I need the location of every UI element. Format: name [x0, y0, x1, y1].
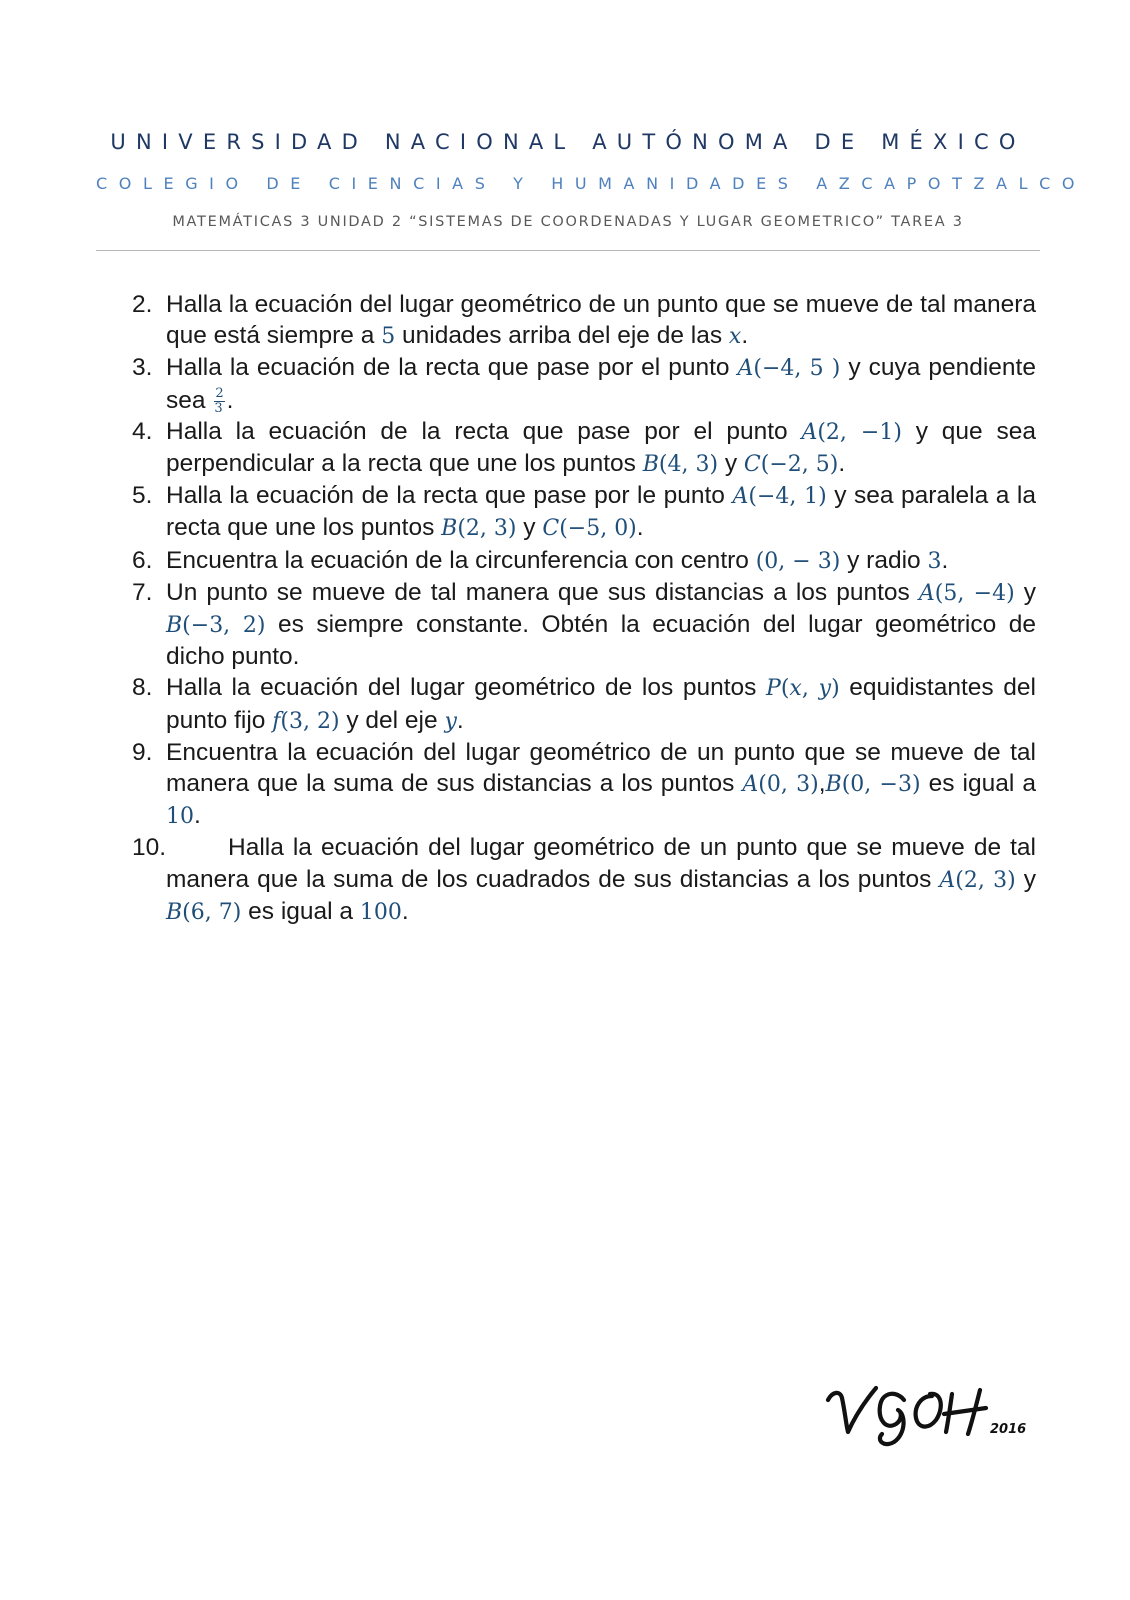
problem-text — [166, 832, 1036, 928]
math-variable: x — [789, 676, 802, 702]
problem-text-segment: . — [741, 322, 749, 350]
problem-text — [166, 577, 1036, 673]
fraction-denominator: 3 — [214, 400, 223, 416]
problem-text-segment: y radio — [840, 546, 928, 574]
math-expression: (0, − 3) — [755, 548, 841, 574]
math-expression: ( — [780, 676, 790, 702]
problem-text-segment: Encuentra la ecuación de la circunferencia con centro — [166, 546, 756, 574]
problem-text — [166, 416, 1036, 480]
math-expression: (−4, 5 ) — [753, 356, 841, 382]
fraction-numerator: 2 — [215, 385, 224, 401]
math-variable: A — [918, 580, 935, 606]
problem-number: 8. — [132, 674, 153, 702]
math-expression: (0, −3) — [841, 772, 921, 798]
math-expression: (2, 3) — [457, 516, 517, 542]
problem-text-segment: . — [941, 546, 949, 574]
problem-item — [132, 545, 1036, 577]
problem-item — [132, 577, 1036, 673]
math-variable: y — [444, 708, 457, 734]
math-expression: (−4, 1) — [748, 484, 827, 510]
math-variable: A — [742, 772, 759, 798]
problem-text-segment: Halla la ecuación de la recta que pase por le punto — [166, 482, 733, 510]
math-expression: 5 — [381, 324, 396, 350]
problem-text-segment: es igual a — [920, 770, 1036, 798]
math-expression: (2, 3) — [955, 867, 1016, 893]
problem-text — [166, 545, 1036, 577]
math-expression: 3 — [927, 548, 942, 574]
problem-text-segment: Halla la ecuación de la recta que pase por el punto — [166, 417, 802, 445]
problem-text-segment: Halla la ecuación de la recta que pase por el punto — [166, 354, 738, 382]
problem-number: 7. — [132, 578, 153, 606]
problem-item — [132, 737, 1036, 833]
math-variable: B — [166, 899, 183, 925]
problem-list — [132, 289, 1036, 928]
problem-text — [166, 289, 1036, 352]
problem-item — [132, 832, 1036, 928]
problem-number: 10. — [132, 834, 167, 862]
signature-year: 2016 — [990, 1422, 1027, 1437]
problem-text-segment: y — [1015, 865, 1036, 893]
math-variable: C — [542, 516, 560, 542]
problem-number: 2. — [132, 291, 153, 318]
math-variable: A — [939, 867, 956, 893]
math-variable: B — [441, 516, 458, 542]
problem-text — [166, 672, 1036, 736]
problem-item — [132, 672, 1036, 736]
fraction — [214, 387, 224, 416]
problem-text-segment: y — [516, 514, 543, 542]
problem-number: 6. — [132, 546, 153, 574]
problem-text-segment: Halla la ecuación del lugar geométrico de un punto que se mueve de tal manera que está siempre a — [166, 291, 1036, 350]
math-variable: P — [766, 676, 781, 702]
problem-text-segment: Encuentra la ecuación del lugar geométrico de un punto que se mueve de tal manera que la suma de sus distancias a los puntos — [166, 738, 1036, 798]
math-variable: A — [737, 356, 754, 382]
problem-text-segment: es siempre constante. Obtén la ecuación del lugar geométrico de dicho punto. — [166, 611, 1036, 671]
math-variable: C — [743, 452, 761, 478]
problem-text-segment: Un punto se mueve de tal manera que sus distancias a los puntos — [166, 578, 919, 606]
problem-item — [132, 416, 1036, 480]
problem-text-segment: . — [636, 514, 644, 542]
math-expression: , — [801, 676, 819, 702]
math-variable: B — [166, 613, 183, 639]
problem-number: 3. — [132, 354, 153, 382]
college-subtitle: COLEGIO DE CIENCIAS Y HUMANIDADES AZCAPOTZALCO — [96, 174, 1087, 193]
problem-item — [132, 289, 1036, 352]
problem-text-segment: . — [838, 450, 846, 478]
problem-number: 5. — [132, 482, 153, 510]
math-variable: B — [642, 452, 659, 478]
problem-text-segment: . — [456, 706, 464, 734]
math-expression: (−3, 2) — [182, 613, 266, 639]
problem-text-segment: y — [718, 450, 744, 478]
math-expression: ) — [831, 676, 840, 702]
assignment-subtitle: MATEMÁTICAS 3 UNIDAD 2 “SISTEMAS DE COORDENADAS Y LUGAR GEOMETRICO” TAREA 3 — [172, 214, 964, 230]
problem-text — [166, 480, 1036, 544]
math-variable: f — [272, 708, 281, 734]
problem-text-segment: . — [401, 897, 409, 925]
problem-number: 4. — [132, 417, 153, 445]
problem-text-segment: Halla la ecuación del lugar geométrico de los puntos — [166, 674, 767, 702]
problem-text-segment: equidistantes del punto fijo — [166, 674, 1036, 734]
math-expression: 10 — [166, 804, 194, 830]
problem-text-segment: es igual a — [241, 897, 360, 925]
problem-text-segment: , — [818, 770, 826, 798]
math-variable: B — [825, 772, 842, 798]
problem-number: 9. — [132, 738, 153, 766]
problem-text-segment: y — [1014, 578, 1036, 606]
problem-text-segment: y cuya pendiente sea — [166, 354, 1036, 414]
math-expression: (4, 3) — [658, 452, 719, 478]
problem-item — [132, 480, 1036, 544]
problem-text-segment: . — [226, 386, 234, 414]
problem-text — [166, 352, 1036, 415]
header-divider — [96, 250, 1040, 251]
math-expression: (3, 2) — [280, 708, 340, 734]
problem-text-segment: y que sea perpendicular a la recta que une los puntos — [166, 417, 1036, 478]
math-expression: (5, −4) — [934, 580, 1015, 606]
math-expression: 100 — [359, 899, 402, 925]
problem-text-segment: y sea paralela a la recta que une los puntos — [166, 482, 1036, 542]
math-expression: (−5, 0) — [559, 516, 637, 542]
problem-text-segment: . — [194, 802, 201, 830]
problem-text-segment: unidades arriba del eje de las — [395, 322, 729, 350]
math-expression: (−2, 5) — [760, 452, 839, 478]
university-title: UNIVERSIDAD NACIONAL AUTÓNOMA DE MÉXICO — [110, 130, 1026, 154]
math-expression: (0, 3) — [758, 772, 819, 798]
problem-item — [132, 352, 1036, 415]
math-variable: A — [801, 419, 818, 445]
math-variable: x — [728, 324, 742, 350]
math-expression: (2, −1) — [817, 419, 902, 445]
math-expression: (6, 7) — [182, 899, 242, 925]
problem-text-segment: y del eje — [339, 706, 445, 734]
math-variable: y — [818, 676, 832, 702]
math-variable: A — [732, 484, 749, 510]
document-header — [96, 128, 1087, 232]
problem-text — [166, 737, 1036, 833]
problem-text-segment: Halla la ecuación del lugar geométrico de un punto que se mueve de tal manera que la suma de los cuadrados de sus distancias a los puntos — [166, 834, 1036, 893]
signature-vgoh-2016 — [822, 1378, 1027, 1448]
